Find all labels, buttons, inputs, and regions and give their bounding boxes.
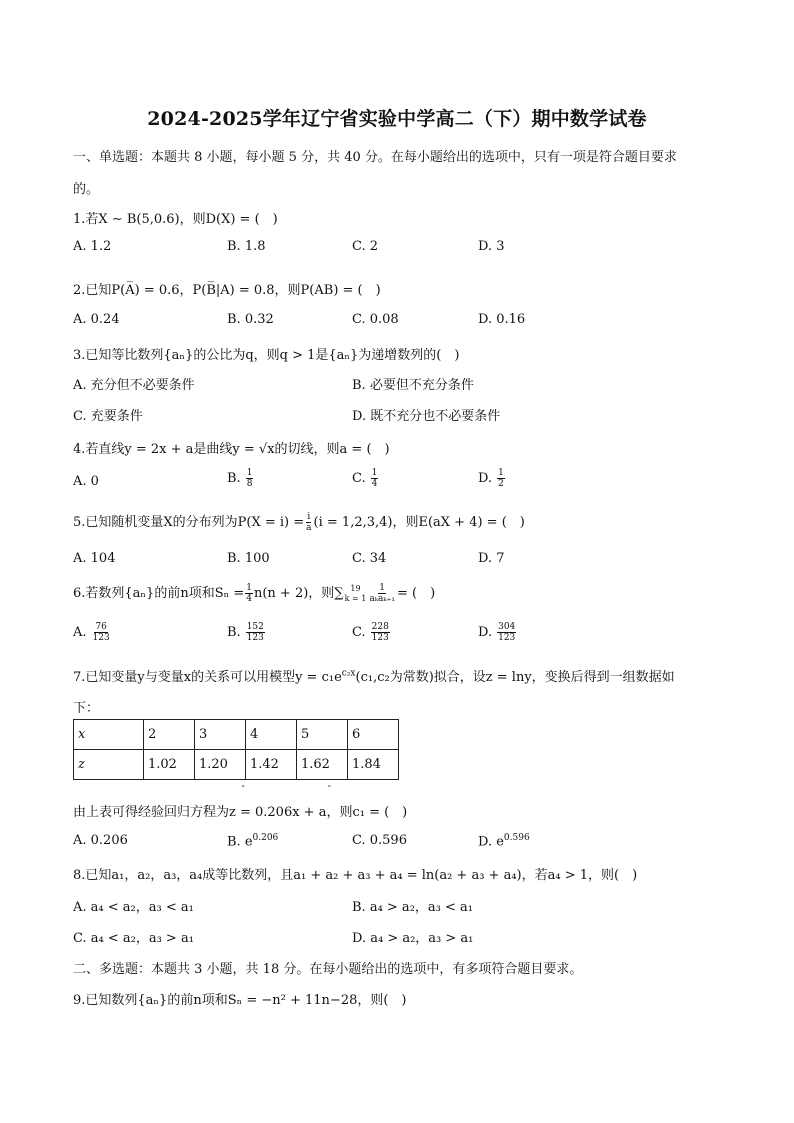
question-6-option-c-label: C. [352, 625, 366, 640]
table-cell: 1.62 [297, 750, 348, 780]
question-6-stem [73, 582, 435, 604]
question-4-option-b [227, 468, 254, 489]
fraction-numerator: 152 [246, 622, 264, 632]
question-6-option-b [227, 622, 266, 643]
question-7-stem-cont: 下： [73, 701, 100, 716]
question-2-option-c: C. 0.08 [352, 312, 399, 327]
fraction-numerator: i [307, 512, 311, 522]
question-3-option-c: C. 充要条件 [73, 409, 143, 424]
table-cell: 1.02 [144, 750, 195, 780]
sum-lower-limit: k = 1 [344, 593, 367, 603]
question-3-option-a: A. 充分但不必要条件 [73, 378, 195, 393]
table-cell: 5 [297, 720, 348, 750]
table-cell: 6 [348, 720, 399, 750]
question-3-option-b: B. 必要但不充分条件 [352, 378, 474, 393]
question-2-option-a: A. 0.24 [73, 312, 120, 327]
table-row [74, 750, 399, 780]
question-6-stem-part-a: 6.若数列{aₙ}的前n项和Sₙ = [73, 586, 245, 601]
question-7-option-d-exponent: 0.596 [503, 833, 530, 843]
fraction-denominator: 4 [371, 479, 378, 489]
table-cell: z [74, 750, 144, 780]
question-6-option-b-label: B. [227, 625, 241, 640]
fraction-denominator: 8 [246, 479, 253, 489]
question-5-stem-part-b: (i = 1,2,3,4)，则E(aX + 4) = ( ) [313, 515, 525, 530]
table-cell: 2 [144, 720, 195, 750]
question-5-option-b: B. 100 [227, 551, 270, 566]
fraction-numerator: 228 [371, 622, 389, 632]
question-6-stem-part-b: n(n + 2)，则∑ [253, 586, 344, 601]
question-7-data-table [73, 719, 399, 780]
question-7-regression-line: 由上表可得经验回归方程为z = 0.206x + a，则c₁ = ( ) [73, 805, 408, 820]
question-7-stem-part-a: 7.已知变量y与变量x的关系可以用模型y = c₁e [73, 670, 342, 685]
section-2-heading: 二、多选题：本题共 3 小题，共 18 分。在每小题给出的选项中，有多项符合题目要求。 [73, 962, 583, 977]
table-cell: 1.84 [348, 750, 399, 780]
table-cell: x [74, 720, 144, 750]
question-9-stem: 9.已知数列{aₙ}的前n项和Sₙ = −n² + 11n−28，则( ) [73, 993, 407, 1008]
question-5-fraction [305, 512, 312, 533]
fraction-denominator: 123 [498, 633, 516, 643]
question-1-option-b: B. 1.8 [227, 239, 266, 254]
question-2-stem: 2.已知P(A̅) = 0.6，P(B̅|A) = 0.8，则P(AB) = ( ) [73, 283, 381, 298]
table-cell: 1.42 [246, 750, 297, 780]
question-7-option-b-label: B. e [227, 834, 253, 850]
fraction-numerator: 304 [498, 622, 516, 632]
question-8-stem: 8.已知a₁，a₂，a₃，a₄成等比数列，且a₁ + a₂ + a₃ + a₄ = ln(a₂ + a₃ + a₄)，若a₄ > 1，则( ) [73, 868, 638, 883]
question-6-option-d [478, 622, 517, 643]
question-8-option-d: D. a₄ > a₂，a₃ > a₁ [352, 931, 474, 946]
fraction-denominator: 123 [246, 633, 264, 643]
question-7-option-d [478, 833, 530, 849]
fraction-denominator: aₖaₖ₊₁ [369, 594, 395, 604]
fraction-numerator: 76 [95, 622, 107, 632]
question-4-option-c [352, 468, 379, 489]
question-6-option-a-fraction [92, 622, 111, 643]
question-5-option-d: D. 7 [478, 551, 505, 566]
question-6-option-d-fraction [497, 622, 516, 643]
table-cell: 4 [246, 720, 297, 750]
page-title: 2024-2025学年辽宁省实验中学高二（下）期中数学试卷 [147, 108, 647, 130]
question-4-option-d [478, 468, 506, 489]
question-1-option-a: A. 1.2 [73, 239, 112, 254]
question-1-option-c: C. 2 [352, 239, 379, 254]
question-8-option-b: B. a₄ > a₂，a₃ < a₁ [352, 900, 473, 915]
question-2-option-b: B. 0.32 [227, 312, 274, 327]
question-6-option-c [352, 622, 391, 643]
question-6-sum-limits [345, 584, 367, 604]
question-4-option-c-fraction [371, 468, 379, 489]
question-6-fraction-1 [245, 583, 253, 604]
question-7-option-d-label: D. e [478, 834, 504, 850]
question-4-option-b-fraction [246, 468, 254, 489]
table-row [74, 720, 399, 750]
question-6-option-a [73, 622, 112, 643]
fraction-numerator: 1 [246, 468, 253, 478]
table-cell: 1.20 [195, 750, 246, 780]
question-7-stem-part-b: (c₁,c₂为常数)拟合，设z = lny，变换后得到一组数据如 [355, 670, 675, 685]
table-cell: 3 [195, 720, 246, 750]
fraction-denominator: 123 [371, 633, 389, 643]
question-7-stem [73, 666, 675, 685]
fraction-numerator: 1 [371, 468, 378, 478]
section-1-heading-cont: 的。 [73, 182, 100, 197]
question-7-option-c: C. 0.596 [352, 833, 407, 848]
question-5-option-a: A. 104 [73, 551, 116, 566]
fraction-denominator: 123 [92, 633, 110, 643]
question-2-option-d: D. 0.16 [478, 312, 526, 327]
question-1-stem: 1.若X ∼ B(5,0.6)，则D(X) = ( ) [73, 212, 278, 227]
sum-upper-limit: 19 [350, 583, 361, 593]
question-4-option-d-label: D. [478, 471, 493, 486]
question-6-option-a-label: A. [73, 625, 87, 640]
fraction-denominator: 4 [246, 594, 252, 604]
question-4-option-b-label: B. [227, 471, 241, 486]
fraction-numerator: 1 [246, 583, 252, 593]
question-4-option-a: A. 0 [73, 474, 99, 489]
question-1-option-d: D. 3 [478, 239, 505, 254]
question-7-option-a: A. 0.206 [73, 833, 128, 848]
question-8-option-c: C. a₄ < a₂，a₃ > a₁ [73, 931, 194, 946]
hat-accent-z: ˆ [241, 786, 246, 796]
question-6-fraction-2 [368, 583, 396, 604]
question-6-stem-part-c: = ( ) [396, 586, 436, 601]
question-6-option-b-fraction [246, 622, 265, 643]
question-4-stem: 4.若直线y = 2x + a是曲线y = √x的切线，则a = ( ) [73, 442, 390, 457]
question-5-stem [73, 511, 525, 533]
question-6-option-c-fraction [371, 622, 390, 643]
question-7-option-b-exponent: 0.206 [252, 833, 279, 843]
section-1-heading: 一、单选题：本题共 8 小题，每小题 5 分，共 40 分。在每小题给出的选项中，只有一项是符合题目要求 [73, 150, 677, 165]
question-5-option-c: C. 34 [352, 551, 387, 566]
fraction-numerator: 1 [379, 583, 386, 593]
question-5-stem-part-a: 5.已知随机变量X的分布列为P(X = i) = [73, 515, 305, 530]
question-4-option-c-label: C. [352, 471, 366, 486]
question-8-option-a: A. a₄ < a₂，a₃ < a₁ [73, 900, 194, 915]
fraction-numerator: 1 [498, 468, 504, 478]
question-3-option-d: D. 既不充分也不必要条件 [352, 409, 501, 424]
fraction-denominator: a [306, 523, 312, 533]
question-4-option-d-fraction [497, 468, 505, 489]
question-7-option-b [227, 833, 278, 849]
hat-accent-a: ˆ [327, 786, 332, 796]
question-3-stem: 3.已知等比数列{aₙ}的公比为q，则q > 1是{aₙ}为递增数列的( ) [73, 348, 460, 363]
question-7-exponent: c₂x [341, 668, 356, 679]
fraction-denominator: 2 [498, 479, 504, 489]
question-6-option-d-label: D. [478, 625, 493, 640]
